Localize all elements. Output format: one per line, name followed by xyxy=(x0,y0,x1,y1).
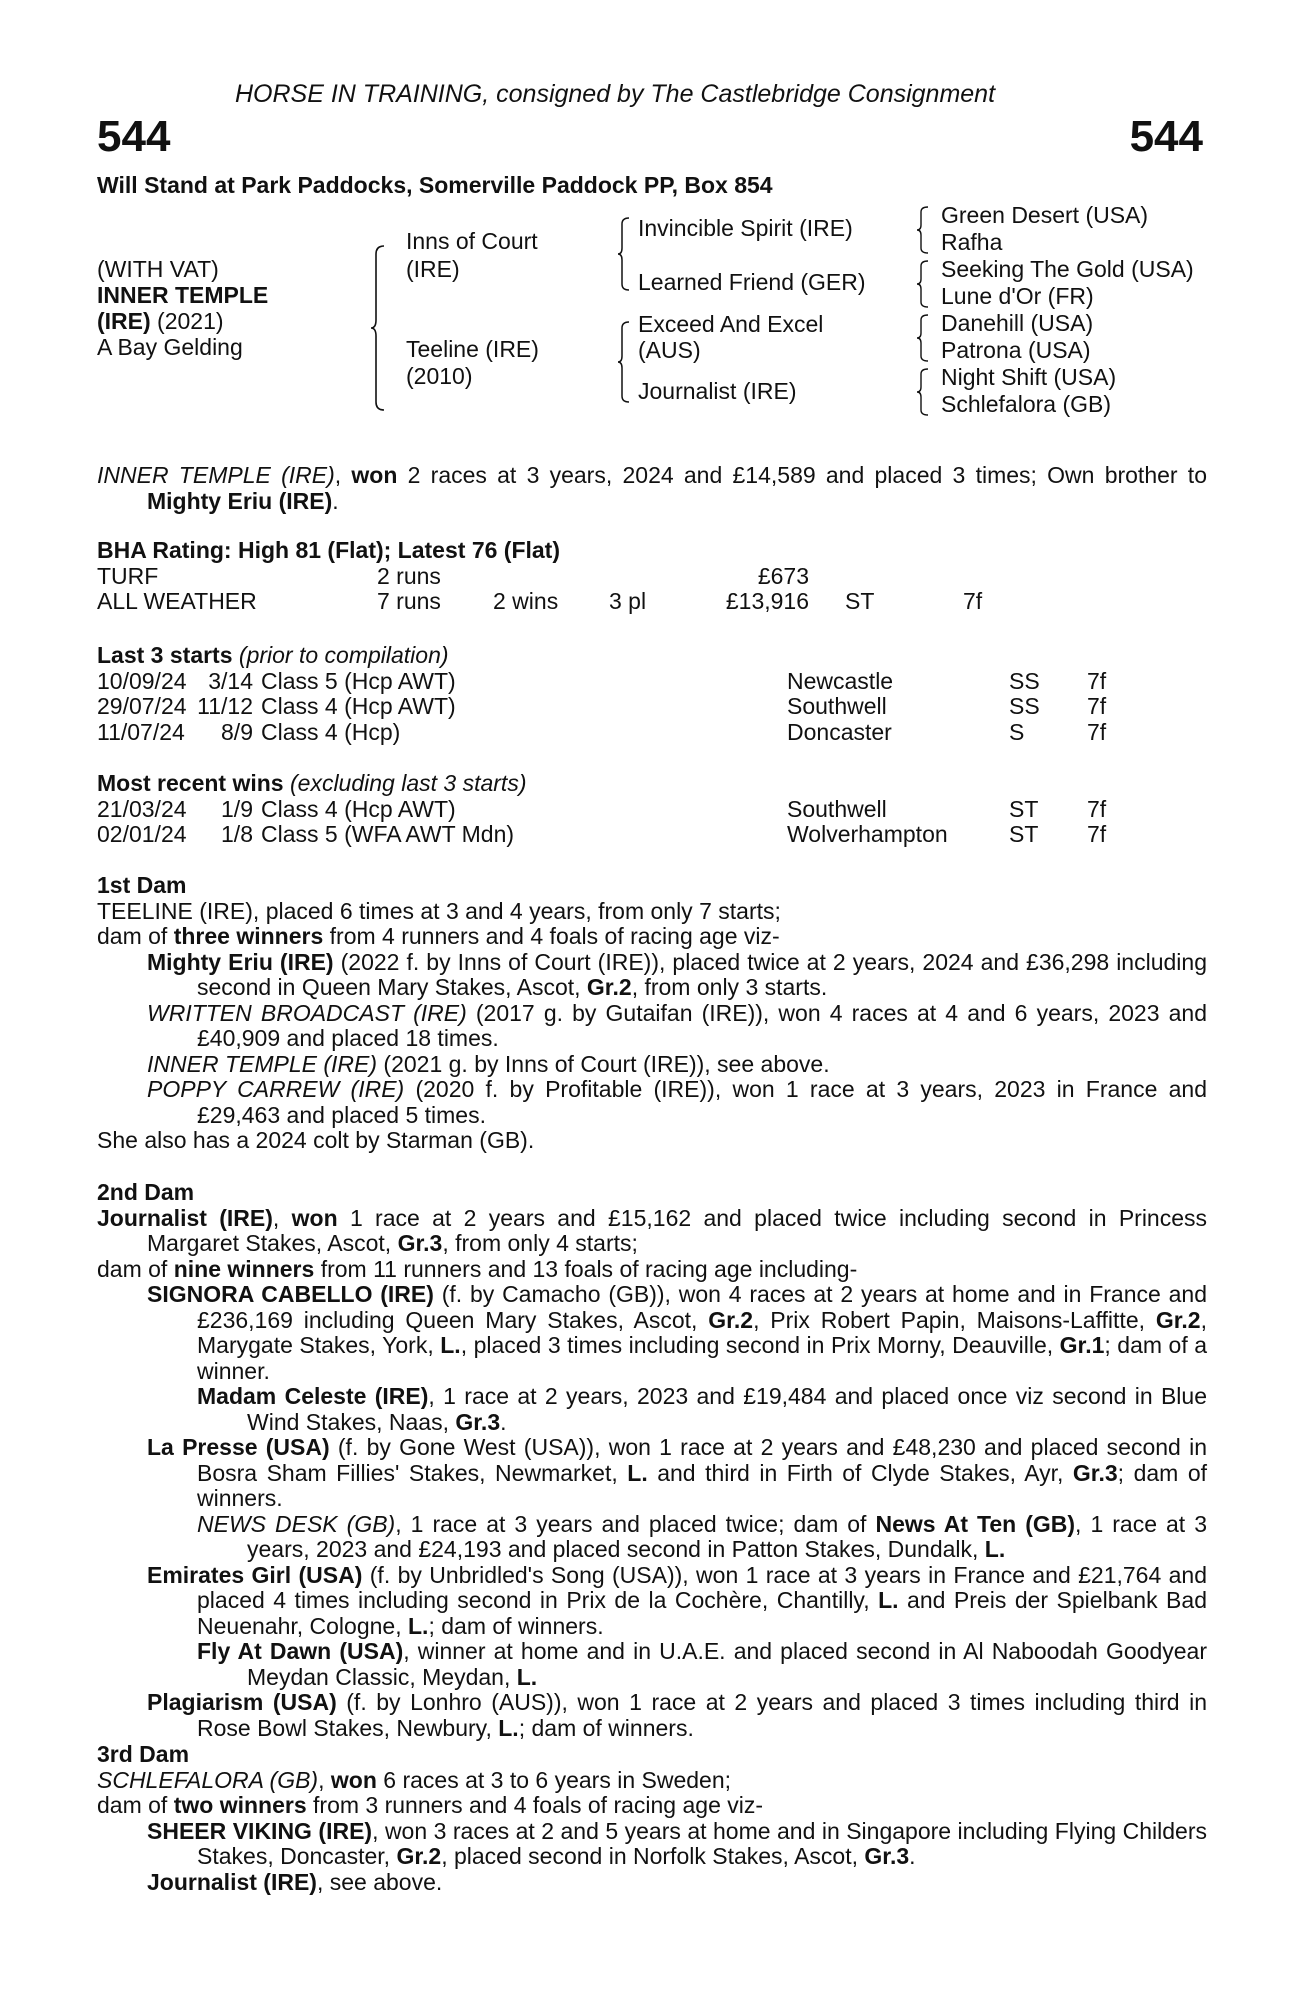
text-span: (f. by Gone West (USA)), won 1 race at 2 years and £48,230 and placed second in Bosra Sham Fillies' Stakes, Newmarket, xyxy=(197,1434,1207,1486)
progeny-name: Fly At Dawn (USA) xyxy=(197,1638,404,1664)
offspring-entry xyxy=(97,1563,1207,1640)
runs: 7 runs xyxy=(377,588,441,614)
third-dam-line xyxy=(97,1768,1207,1794)
first-dam-section xyxy=(97,873,1207,1154)
offspring-progeny xyxy=(97,1639,1207,1690)
last-starts-note: (prior to compilation) xyxy=(232,642,449,668)
dam-sire-country: (AUS) xyxy=(638,337,701,363)
grade: Gr.2 xyxy=(586,974,632,1000)
summary-sep: , xyxy=(334,462,352,488)
text-span: from 4 runners and 4 foals of racing age viz- xyxy=(323,923,780,949)
placed xyxy=(609,564,709,590)
horse-origin xyxy=(97,308,224,334)
text-span: ; dam of a winner. xyxy=(197,1332,1208,1384)
listed: L. xyxy=(627,1459,648,1486)
grade: Gr.3 xyxy=(864,1843,910,1869)
recent-wins-table xyxy=(97,797,1106,848)
first-dam-line: TEELINE (IRE), placed 6 times at 3 and 4 years, from only 7 starts; xyxy=(97,897,781,924)
offspring-entry xyxy=(97,950,1207,1001)
text-span: , xyxy=(318,1766,331,1793)
text-span: , 1 race at 2 years, 2023 and £19,484 and placed once viz second in Blue Wind Stakes, Naas, xyxy=(247,1383,1208,1435)
last-starts-section xyxy=(97,643,1207,745)
dam-parents-brace xyxy=(617,320,631,404)
text-span: , Marygate Stakes, York, xyxy=(197,1306,1207,1358)
table-row xyxy=(97,797,1106,823)
start-date: 10/09/24 xyxy=(97,667,187,694)
win-distance: 7f xyxy=(1087,821,1107,847)
recent-wins-note: (excluding last 3 starts) xyxy=(283,770,527,796)
lot-number-right: 544 xyxy=(1129,112,1203,161)
offspring-name: Mighty Eriu (IRE) xyxy=(147,948,334,975)
text-span: (f. by Unbridled's Song (USA)), won 1 race at 3 years in France and £21,764 and placed 4 times including second in Prix de la Cochère, Chantilly, xyxy=(197,1561,1208,1613)
offspring-name: Journalist (IRE) xyxy=(147,1868,317,1895)
text-span: (2022 f. by Inns of Court (IRE)), placed twice at 2 years, 2024 and £36,298 including second in Queen Mary Stakes, Ascot, xyxy=(197,948,1207,1000)
text-span: 6 races at 3 to 6 years in Sweden; xyxy=(376,1766,732,1793)
bha-rating-heading: BHA Rating: High 81 (Flat); Latest 76 (Flat) xyxy=(97,537,560,563)
text-span: (2017 g. by Gutaifan (IRE)), won 4 races at 4 and 6 years, 2023 and £40,909 and placed 18 times. xyxy=(197,999,1207,1051)
win-going: ST xyxy=(1009,821,1039,847)
text-span: and Preis der Spielbank Bad Neuenahr, Cologne, xyxy=(197,1587,1207,1639)
win-going: ST xyxy=(1009,795,1039,822)
grade: Gr.3 xyxy=(455,1408,501,1435)
text-span: , see above. xyxy=(316,1868,443,1895)
distance: 7f xyxy=(963,588,983,614)
start-distance: 7f xyxy=(1087,667,1107,694)
listed: L. xyxy=(878,1587,899,1613)
table-row xyxy=(97,669,1106,695)
sire-name: Inns of Court xyxy=(406,228,538,254)
second-dam-produce-line xyxy=(97,1257,1207,1283)
prize: £13,916 xyxy=(725,588,809,614)
text-span: (2020 f. by Profitable (IRE)), won 1 race at 3 years, 2023 in France and £29,463 and placed 5 times. xyxy=(197,1076,1208,1128)
vat-note: (WITH VAT) xyxy=(97,256,219,282)
brace-g1 xyxy=(916,205,930,255)
listed: L. xyxy=(984,1536,1006,1562)
gg-sire-2: Seeking The Gold (USA) xyxy=(941,256,1194,282)
grade: Gr.2 xyxy=(708,1306,754,1333)
gg-dam-2: Lune d'Or (FR) xyxy=(941,283,1094,309)
text-span: from 3 runners and 4 foals of racing age viz- xyxy=(306,1792,764,1818)
text-span: , Prix Robert Papin, Maisons-Laffitte, xyxy=(753,1306,1156,1333)
text-span: , placed second in Norfolk Stakes, Ascot, xyxy=(441,1843,865,1869)
start-course: Doncaster xyxy=(787,718,892,745)
text-span: ; dam of winners. xyxy=(428,1612,604,1639)
first-dam-heading: 1st Dam xyxy=(97,872,187,898)
start-going: SS xyxy=(1009,693,1040,719)
last-starts-heading: Last 3 starts xyxy=(97,642,233,668)
first-dam-closing: She also has a 2024 colt by Starman (GB). xyxy=(97,1127,535,1153)
last-starts-table xyxy=(97,669,1106,746)
grade: Gr.1 xyxy=(1059,1332,1105,1358)
start-class: Class 5 (Hcp AWT) xyxy=(261,667,456,694)
gg-dam-3: Patrona (USA) xyxy=(941,337,1091,363)
sire-dam-brace xyxy=(370,244,386,412)
placed: 3 pl xyxy=(609,588,647,614)
gg-dam-4: Schlefalora (GB) xyxy=(941,391,1112,417)
first-dam-produce-line xyxy=(97,924,1207,950)
offspring-entry xyxy=(97,1819,1207,1870)
start-position: 3/14 xyxy=(208,667,253,694)
offspring-name: Plagiarism (USA) xyxy=(147,1689,337,1715)
wins xyxy=(493,564,609,590)
text-span: ; dam of winners. xyxy=(197,1459,1207,1511)
offspring-entry xyxy=(97,1435,1207,1512)
winners-count: three winners xyxy=(173,923,324,949)
brace-g2 xyxy=(916,259,930,309)
text-span: , from only 4 starts; xyxy=(442,1230,638,1256)
won-label: won xyxy=(330,1766,377,1793)
table-row xyxy=(97,589,982,615)
start-position: 11/12 xyxy=(197,693,253,719)
start-distance: 7f xyxy=(1087,693,1107,719)
bha-rating-section xyxy=(97,538,1207,615)
surface: ALL WEATHER xyxy=(97,588,257,614)
race-summary xyxy=(97,463,1207,514)
text-span: , winner at home and in U.A.E. and placed second in Al Naboodah Goodyear Meydan Classic, Meydan, xyxy=(247,1638,1207,1690)
offspring-name: INNER TEMPLE (IRE) xyxy=(147,1050,378,1077)
offspring-name: Emirates Girl (USA) xyxy=(147,1561,363,1588)
sire-country: (IRE) xyxy=(406,256,460,282)
progeny-name: Madam Celeste (IRE) xyxy=(197,1383,429,1409)
text-span: , 1 race at 3 years and placed twice; dam of xyxy=(395,1510,876,1537)
offspring-name: SIGNORA CABELLO (IRE) xyxy=(147,1281,434,1307)
grade: Gr.2 xyxy=(396,1843,442,1869)
offspring-entry xyxy=(97,1870,1207,1896)
second-dam-section xyxy=(97,1180,1207,1741)
summary-horse: INNER TEMPLE (IRE) xyxy=(97,462,335,488)
text-span: , placed 3 times including second in Prix Morny, Deauville, xyxy=(460,1332,1060,1358)
dam-name: Journalist (IRE) xyxy=(97,1204,273,1231)
table-row xyxy=(97,564,982,590)
offspring-progeny xyxy=(97,1512,1207,1563)
text-span: , won 3 races at 2 and 5 years at home and in Singapore including Flying Childers Stakes, Doncaster, xyxy=(197,1817,1207,1869)
offspring-entry xyxy=(97,1052,1207,1078)
text-span: , from only 3 starts. xyxy=(631,974,828,1000)
text-span: 1 race at 2 years and £15,162 and placed twice including second in Princess Margaret Stakes, Ascot, xyxy=(147,1204,1208,1256)
recent-wins-section xyxy=(97,771,1207,848)
listed: L. xyxy=(516,1663,538,1690)
third-dam-produce-line xyxy=(97,1793,1207,1819)
grade: Gr.3 xyxy=(1072,1459,1118,1486)
stand-location: Will Stand at Park Paddocks, Somerville Paddock PP, Box 854 xyxy=(97,172,773,198)
table-row xyxy=(97,822,1106,848)
offspring-name: SHEER VIKING (IRE) xyxy=(147,1817,373,1844)
start-course: Newcastle xyxy=(787,667,894,694)
gg-sire-4: Night Shift (USA) xyxy=(941,364,1117,390)
win-date: 21/03/24 xyxy=(97,795,187,822)
prize: £673 xyxy=(757,562,809,589)
text-span: ; dam of winners. xyxy=(518,1714,694,1741)
surface: TURF xyxy=(97,562,159,589)
summary-brother: Mighty Eriu (IRE) xyxy=(147,487,333,514)
sire-parents-brace xyxy=(617,216,631,292)
win-course: Wolverhampton xyxy=(787,821,948,847)
win-position: 1/9 xyxy=(221,795,253,822)
start-date: 11/07/24 xyxy=(97,718,185,745)
won-label: won xyxy=(291,1204,338,1231)
text-span: , xyxy=(272,1204,292,1231)
listed: L. xyxy=(408,1612,429,1639)
brace-g3 xyxy=(916,313,930,363)
win-distance: 7f xyxy=(1087,795,1107,822)
text-span: and third in Firth of Clyde Stakes, Ayr, xyxy=(647,1459,1073,1486)
dam-name: Teeline (IRE) xyxy=(406,336,539,362)
offspring-entry xyxy=(97,1077,1207,1128)
grade: Gr.3 xyxy=(397,1230,443,1256)
dam-name: SCHLEFALORA (GB) xyxy=(97,1766,319,1793)
gg-sire-3: Danehill (USA) xyxy=(941,310,1094,336)
third-dam-section xyxy=(97,1742,1207,1895)
text-span: (f. by Lonhro (AUS)), won 1 race at 2 years and placed 3 times including third in Rose Bowl Stakes, Newbury, xyxy=(197,1689,1208,1741)
winners-count: nine winners xyxy=(173,1255,315,1282)
start-going: S xyxy=(1009,718,1025,745)
offspring-entry xyxy=(97,1001,1207,1052)
text-span: . xyxy=(500,1408,507,1435)
win-course: Southwell xyxy=(787,795,887,822)
horse-description: A Bay Gelding xyxy=(97,334,243,360)
runs: 2 runs xyxy=(377,562,441,589)
summary-text: 2 races at 3 years, 2024 and £14,589 and placed 3 times; Own brother to xyxy=(397,462,1207,488)
progeny-name: News At Ten (GB) xyxy=(875,1510,1076,1537)
third-dam-heading: 3rd Dam xyxy=(97,1741,190,1767)
winners-count: two winners xyxy=(173,1792,307,1818)
going xyxy=(809,564,963,590)
win-class: Class 4 (Hcp AWT) xyxy=(261,795,456,822)
going: ST xyxy=(845,588,875,614)
sire-dam: Learned Friend (GER) xyxy=(638,269,866,295)
lot-number-left: 544 xyxy=(97,112,171,161)
start-going: SS xyxy=(1009,667,1040,694)
table-row xyxy=(97,720,1106,746)
second-dam-line xyxy=(97,1206,1207,1257)
second-dam-heading: 2nd Dam xyxy=(97,1179,195,1205)
text-span: . xyxy=(909,1843,916,1869)
text-span: (f. by Camacho (GB)), won 4 races at 2 years at home and in France and £236,169 including Queen Mary Stakes, Ascot, xyxy=(197,1281,1207,1333)
offspring-entry xyxy=(97,1690,1207,1741)
grade: Gr.2 xyxy=(1155,1306,1201,1333)
win-class: Class 5 (WFA AWT Mdn) xyxy=(261,821,515,847)
text-span: (2021 g. by Inns of Court (IRE)), see above. xyxy=(377,1050,830,1077)
start-date: 29/07/24 xyxy=(97,693,187,719)
start-class: Class 4 (Hcp AWT) xyxy=(261,693,456,719)
text-span: from 11 runners and 13 foals of racing age including- xyxy=(314,1255,858,1282)
progeny-name: NEWS DESK (GB) xyxy=(197,1510,396,1537)
brace-g4 xyxy=(916,367,930,417)
gg-dam-1: Rafha xyxy=(941,229,1003,255)
horse-year: (2021) xyxy=(150,308,224,334)
recent-wins-heading: Most recent wins xyxy=(97,770,284,796)
offspring-name: WRITTEN BROADCAST (IRE) xyxy=(147,999,467,1026)
start-position: 8/9 xyxy=(221,718,253,745)
horse-country: (IRE) xyxy=(97,308,151,334)
start-class: Class 4 (Hcp) xyxy=(261,718,401,745)
wins: 2 wins xyxy=(493,588,559,614)
win-position: 1/8 xyxy=(221,821,253,847)
horse-name: INNER TEMPLE xyxy=(97,282,269,308)
table-row xyxy=(97,694,1106,720)
offspring-name: POPPY CARREW (IRE) xyxy=(147,1076,405,1102)
offspring-name: La Presse (USA) xyxy=(147,1434,330,1460)
dam-year: (2010) xyxy=(406,363,473,389)
offspring-progeny xyxy=(97,1384,1207,1435)
sire-sire: Invincible Spirit (IRE) xyxy=(638,215,853,241)
dam-sire: Exceed And Excel xyxy=(638,311,824,337)
listed: L. xyxy=(498,1714,519,1741)
dam-dam: Journalist (IRE) xyxy=(638,378,797,404)
offspring-entry xyxy=(97,1282,1207,1384)
rating-table xyxy=(97,564,982,615)
start-course: Southwell xyxy=(787,693,887,719)
summary-end: . xyxy=(332,487,339,514)
win-date: 02/01/24 xyxy=(97,821,187,847)
summary-won: won xyxy=(351,462,398,488)
text-span: , 1 race at 3 years, 2023 and £24,193 and placed second in Patton Stakes, Dundalk, xyxy=(247,1510,1208,1562)
text-span: dam of xyxy=(97,1255,174,1282)
text-span: dam of xyxy=(97,1792,174,1818)
text-span: dam of xyxy=(97,923,174,949)
start-distance: 7f xyxy=(1087,718,1107,745)
listed: L. xyxy=(440,1332,461,1358)
gg-sire-1: Green Desert (USA) xyxy=(941,202,1149,228)
distance xyxy=(963,564,982,590)
catalogue-header: HORSE IN TRAINING, consigned by The Castlebridge Consignment xyxy=(235,80,996,108)
